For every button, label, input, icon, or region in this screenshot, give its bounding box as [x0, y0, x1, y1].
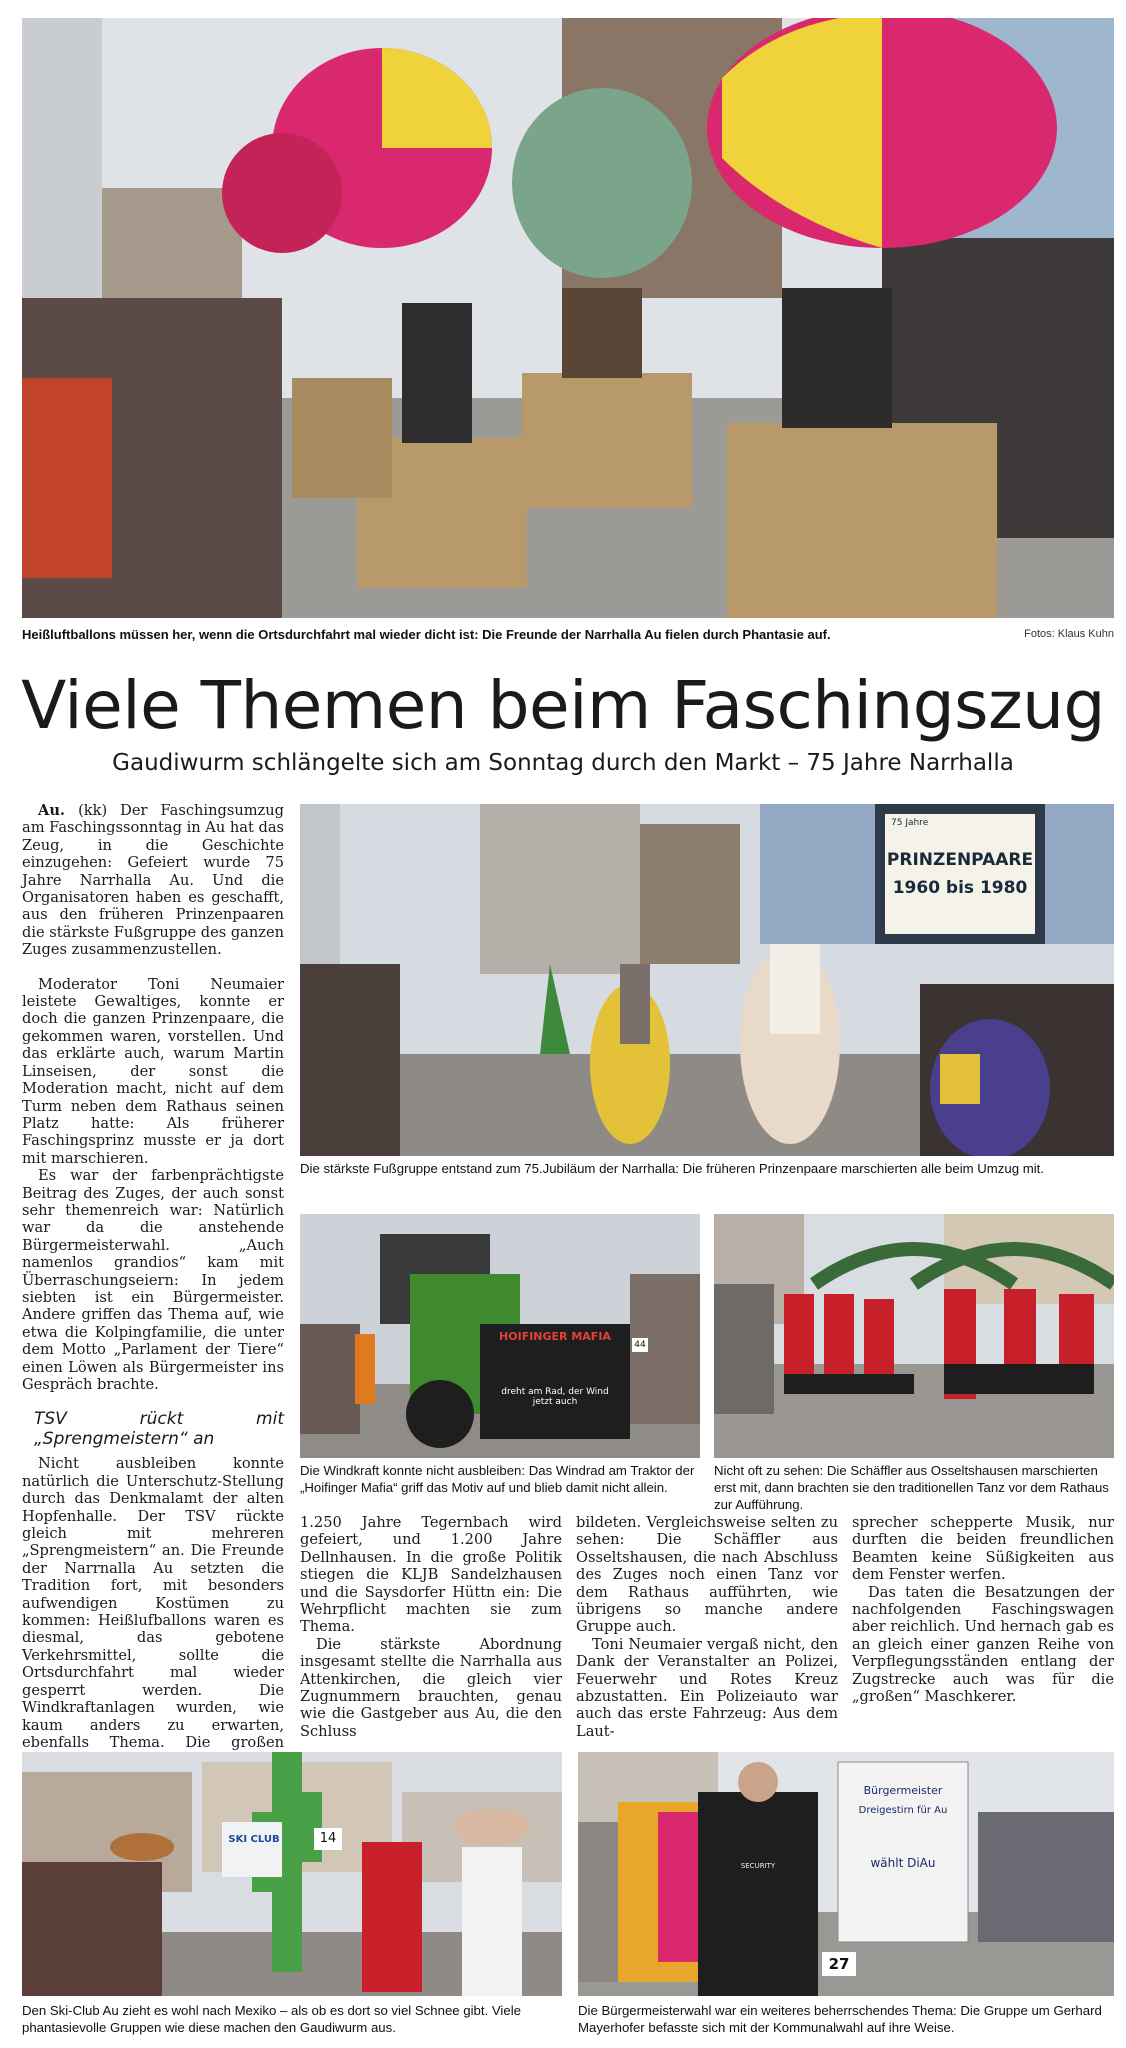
article-column-3 [576, 1514, 838, 1740]
caption-ski-club-mexiko: Den Ski-Club Au zieht es wohl nach Mexiko – als ob es dort so viel Schnee gibt. Viele phantasievolle Gruppen wie diese machen den Gaudiwurm aus. [22, 2003, 521, 2035]
article-paragraph: sprecher schepperte Musik, nur durften die beiden freundlichen Beamten keine Süßigkeiten aus dem Fenster werfen. [852, 1514, 1114, 1584]
photo-schaeffler [714, 1214, 1114, 1458]
photo-hoifinger-mafia [300, 1214, 700, 1458]
sign-line-2: Dreigestirn für Au [858, 1805, 948, 1816]
photo-ski-club-mexiko [22, 1752, 562, 1996]
article-paragraph: Moderator Toni Neumaier leistete Gewaltiges, konnte er doch die ganzen Prinzenpaare, die gekommen waren, vorstellen. Und das erklärte auch, warum Martin Linseisen, der sonst die Moderation macht, nicht auf dem Turm neben dem Rathaus seinen Platz hatte: Als früherer Faschingsprinz musste er ja dort mit marschieren. [22, 975, 284, 1167]
photo-credit: Fotos: Klaus Kuhn [1024, 628, 1114, 640]
article-column-4 [852, 1514, 1114, 1705]
photo-buergermeister [578, 1752, 1114, 1996]
mafia-banner [480, 1324, 630, 1439]
article-paragraph: Das taten die Besatzungen der nachfolgenden Faschingswagen aber reichlich. Und hernach gab es an gleich einer ganzen Reihe von Verpflegungsständen entlang der Zugstrecke auch was für die „großen“ Maschkerer. [852, 1583, 1114, 1706]
article-paragraph: Nicht ausbleiben konnte natürlich die Unterschutz-Stellung durch das Denkmalamt der alten Hopfenhalle. Der TSV rückte gleich mit mehreren „Sprengmeistern“ an. Die Freunde der Narrnalla Au setzten die Tradition fort, mit besonders aufwendigen Kostümen zu kommen: Heißlufballons waren es diesmal, das gebotene Verkehrsmittel, sollte die Ortsdurchfahrt mal wieder gesperrt werden. Die Windkraftanlagen wurden, wie kaum anders zu erwarten, ebenfalls Thema. Die großen [22, 1455, 284, 1751]
sign-line-2: 1960 bis 1980 [892, 878, 1028, 898]
buergermeister-sign [838, 1762, 968, 1942]
subheadline: Gaudiwurm schlängelte sich am Sonntag durch den Markt – 75 Jahre Narrhalla [112, 750, 1014, 776]
banner-text: dreht am Rad, der Wind jetzt auch [501, 1387, 609, 1407]
sign-line-3: wählt DiAu [870, 1856, 936, 1870]
article-paragraph: Au. (kk) Der Faschingsumzug am Faschingssonntag in Au hat das Zeug, in die Geschichte einzugehen: Gefeiert wurde 75 Jahre Narrhalla Au. Und die Organisatoren haben es geschafft, aus den früheren Prinzenpaaren die stärkste Fußgruppe des ganzen Zuges zusammenzustellen. [22, 802, 285, 959]
security-shirt: SECURITY [740, 1862, 776, 1870]
top-photo-balloons [22, 18, 1114, 618]
article-paragraph: Die stärkste Abordnung insgesamt stellte die Narrhalla aus Attenkirchen, die gleich vier Zugnummern brauchten, genau wie die Gastgeber aus Au, die den Schluss [300, 1635, 562, 1740]
sign-line-1: Bürgermeister [863, 1784, 943, 1797]
ski-club-sign: SKI CLUB [228, 1834, 280, 1845]
article-subhead: TSV rückt mit „Sprengmeistern“ an [34, 1409, 284, 1450]
article-column-1 [22, 802, 284, 1786]
headline: Viele Themen beim Faschingszug [21, 667, 1105, 744]
sign-line-1: PRINZENPAARE [886, 850, 1034, 870]
float-number: 14 [314, 1828, 342, 1850]
article-paragraph: 1.250 Jahre Tegernbach wird gefeiert, und 1.200 Jahre Dellnhausen. In die große Politik stiegen die KLJB Sandelzhausen und die Saysdorfer Hüttn ein: Die Wehrpflicht machten sie zum Thema. [300, 1514, 562, 1636]
caption-buergermeister: Die Bürgermeisterwahl war ein weiteres beherrschendes Thema: Die Gruppe um Gerhard Mayerhofer befasste sich mit der Kommunalwahl auf ihre Weise. [578, 2003, 1102, 2035]
sign-prinzenpaare [885, 814, 1035, 934]
top-photo-caption: Heißluftballons müssen her, wenn die Ortsdurchfahrt mal wieder dicht ist: Die Freunde der Narrhalla Au fielen durch Phantasie auf. [22, 627, 831, 642]
banner-title: HOIFINGER MAFIA [499, 1330, 611, 1343]
article-paragraph: Toni Neumaier vergaß nicht, den Dank der Veranstalter an Polizei, Feuerwehr und Rotes Kreuz abzustatten. Ein Polizeiauto war auch das erste Fahrzeug: Aus dem Laut- [576, 1635, 838, 1740]
float-number: 44 [632, 1338, 648, 1352]
article-paragraph: Es war der farbenprächtigste Beitrag des Zuges, der auch sonst sehr themenreich war: Natürlich war da die anstehende Bürgermeisterwahl. „Auch namenlos grandios“ kam mit Überraschungseiern: In jedem siebten ist ein Bürgermeister. Andere griffen das Thema auf, wie etwa die Kolpingfamilie, die unter dem Motto „Parlament der Tiere“ einen Löwen als Bürgermeister ins Gespräch brachte. [22, 1167, 284, 1393]
float-number: 27 [822, 1952, 856, 1976]
dateline: Au. [38, 802, 66, 819]
article-column-2 [300, 1514, 562, 1740]
caption-schaeffler: Nicht oft zu sehen: Die Schäffler aus Osseltshausen marschierten erst mit, dann brachten sie den traditionellen Tanz vor dem Rathaus zur Aufführung. [714, 1463, 1109, 1512]
caption-prinzenpaare: Die stärkste Fußgruppe entstand zum 75.Jubiläum der Narrhalla: Die früheren Prinzenpaare marschierten alle beim Umzug mit. [300, 1161, 1044, 1176]
article-paragraph: bildeten. Vergleichsweise selten zu sehen: Die Schäffler aus Osseltshausen, die nach Abschluss des Zuges noch einen Tanz vor dem Rathaus aufführten, wie übrigens so manche andere Gruppe auch. [576, 1514, 838, 1636]
caption-hoifinger-mafia: Die Windkraft konnte nicht ausbleiben: Das Windrad am Traktor der „Hoifinger Mafia“ griff das Motiv auf und blieb damit nicht allein. [300, 1463, 695, 1495]
photo-prinzenpaare [300, 804, 1114, 1156]
sign-small-text: 75 Jahre [891, 818, 929, 828]
